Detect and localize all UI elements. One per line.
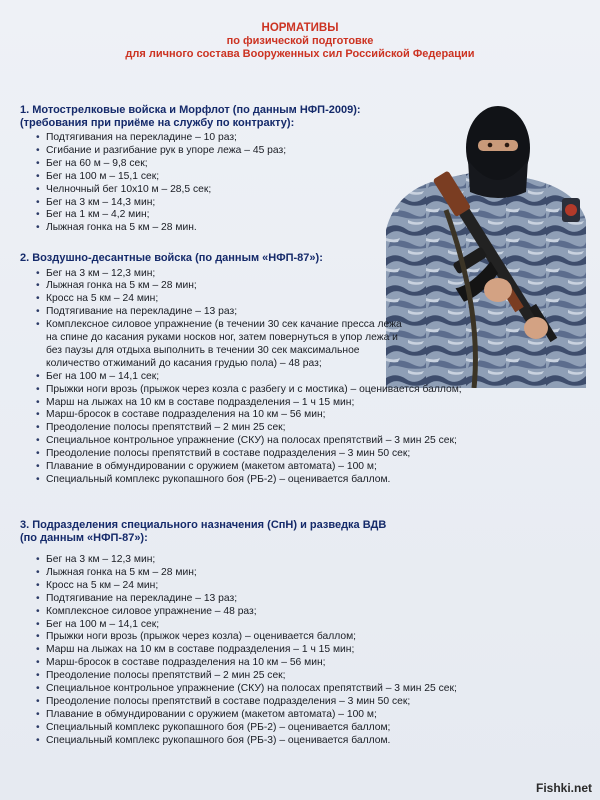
- watermark: Fishki.net: [535, 781, 592, 795]
- list-item: • Комплексное силовое упражнение (в течении 30 сек качание пресса лежа на спине до касания руками носков ног, затем повернуться в упор лежа и без паузы для отдыха выполнить в течении 30 сек максимальное количество отжиманий до касания грудью пола) – 48 раз;: [46, 319, 416, 371]
- list-item: • Бег на 3 км – 12,3 мин;: [46, 554, 457, 567]
- standards-list: [20, 554, 457, 748]
- list-item: • Марш на лыжах на 10 км в составе подразделения – 1 ч 15 мин;: [46, 644, 457, 657]
- list-item: • Специальный комплекс рукопашного боя (РБ-3) – оценивается баллом.: [46, 735, 457, 748]
- list-item: • Лыжная гонка на 5 км – 28 мин.: [46, 222, 361, 235]
- list-item: • Подтягивание на перекладине – 13 раз;: [46, 593, 457, 606]
- list-item: • Комплексное силовое упражнение – 48 раз;: [46, 606, 457, 619]
- list-item: • Специальное контрольное упражнение (СКУ) на полосах препятствий – 3 мин 25 сек;: [46, 435, 566, 448]
- header-subtitle-2: для личного состава Вооруженных сил Российской Федерации: [125, 48, 475, 60]
- list-item: • Преодоление полосы препятствий – 2 мин 25 сек;: [46, 670, 457, 683]
- section-subtitle: (требования при приёме на службу по контракту):: [20, 116, 295, 129]
- list-item: • Плавание в обмундировании с оружием (макетом автомата) – 100 м;: [46, 709, 457, 722]
- standards-list: [20, 267, 462, 487]
- section-special-forces: [20, 519, 457, 748]
- list-item: • Подтягивание на перекладине – 13 раз;: [46, 306, 416, 319]
- list-item: • Прыжки ноги врозь (прыжок через козла) – оценивается баллом;: [46, 631, 457, 644]
- list-item: • Специальный комплекс рукопашного боя (РБ-2) – оценивается баллом.: [46, 474, 566, 487]
- list-item: • Марш на лыжах на 10 км в составе подразделения – 1 ч 15 мин;: [46, 397, 566, 410]
- list-item: • Лыжная гонка на 5 км – 28 мин;: [46, 567, 457, 580]
- list-item: • Бег на 100 м – 15,1 сек;: [46, 171, 361, 184]
- document-header: [0, 22, 600, 61]
- header-title: НОРМАТИВЫ: [261, 22, 339, 34]
- list-item: • Специальное контрольное упражнение (СКУ) на полосах препятствий – 3 мин 25 сек;: [46, 683, 457, 696]
- list-item: • Кросс на 5 км – 24 мин;: [46, 293, 416, 306]
- section-subtitle: (по данным «НФП-87»):: [20, 531, 148, 544]
- section-airborne: [20, 252, 462, 487]
- list-item: • Челночный бег 10х10 м – 28,5 сек;: [46, 184, 361, 197]
- list-item: • Бег на 3 км – 12,3 мин;: [46, 268, 416, 281]
- list-item: • Преодоление полосы препятствий в составе подразделения – 3 мин 50 сек;: [46, 696, 457, 709]
- list-item: • Марш-бросок в составе подразделения на 10 км – 56 мин;: [46, 657, 457, 670]
- list-item: • Кросс на 5 км – 24 мин;: [46, 580, 457, 593]
- section-title: 3. Подразделения специального назначения (СпН) и разведка ВДВ: [20, 519, 387, 531]
- list-item: • Бег на 60 м – 9,8 сек;: [46, 158, 361, 171]
- header-subtitle: по физической подготовке: [226, 35, 374, 47]
- list-item: • Бег на 3 км – 14,3 мин;: [46, 197, 361, 210]
- list-item: • Подтягивания на перекладине – 10 раз;: [46, 132, 361, 145]
- list-item: • Лыжная гонка на 5 км – 28 мин;: [46, 280, 416, 293]
- standards-list: [20, 132, 361, 235]
- list-item: • Бег на 100 м – 14,1 сек;: [46, 619, 457, 632]
- soldier-illustration: [386, 100, 586, 388]
- list-item: • Преодоление полосы препятствий в составе подразделения – 3 мин 50 сек;: [46, 448, 566, 461]
- list-item: • Сгибание и разгибание рук в упоре лежа – 45 раз;: [46, 145, 361, 158]
- soldier-photo: [386, 100, 586, 388]
- list-item: • Бег на 100 м – 14,1 сек;: [46, 371, 416, 384]
- section-title: 1. Мотострелковые войска и Морфлот (по данным НФП-2009):: [20, 104, 361, 116]
- list-item: • Специальный комплекс рукопашного боя (РБ-2) – оценивается баллом;: [46, 722, 457, 735]
- list-item: • Плавание в обмундировании с оружием (макетом автомата) – 100 м;: [46, 461, 566, 474]
- list-item: • Марш-бросок в составе подразделения на 10 км – 56 мин;: [46, 409, 566, 422]
- list-item: • Преодоление полосы препятствий – 2 мин 25 сек;: [46, 422, 566, 435]
- section-motorized-navy: [20, 104, 361, 235]
- list-item: • Прыжки ноги врозь (прыжок через козла с разбегу и с мостика) – оценивается баллом;: [46, 384, 566, 397]
- list-item: • Бег на 1 км – 4,2 мин;: [46, 209, 361, 222]
- section-title: 2. Воздушно-десантные войска (по данным «НФП-87»):: [20, 252, 323, 264]
